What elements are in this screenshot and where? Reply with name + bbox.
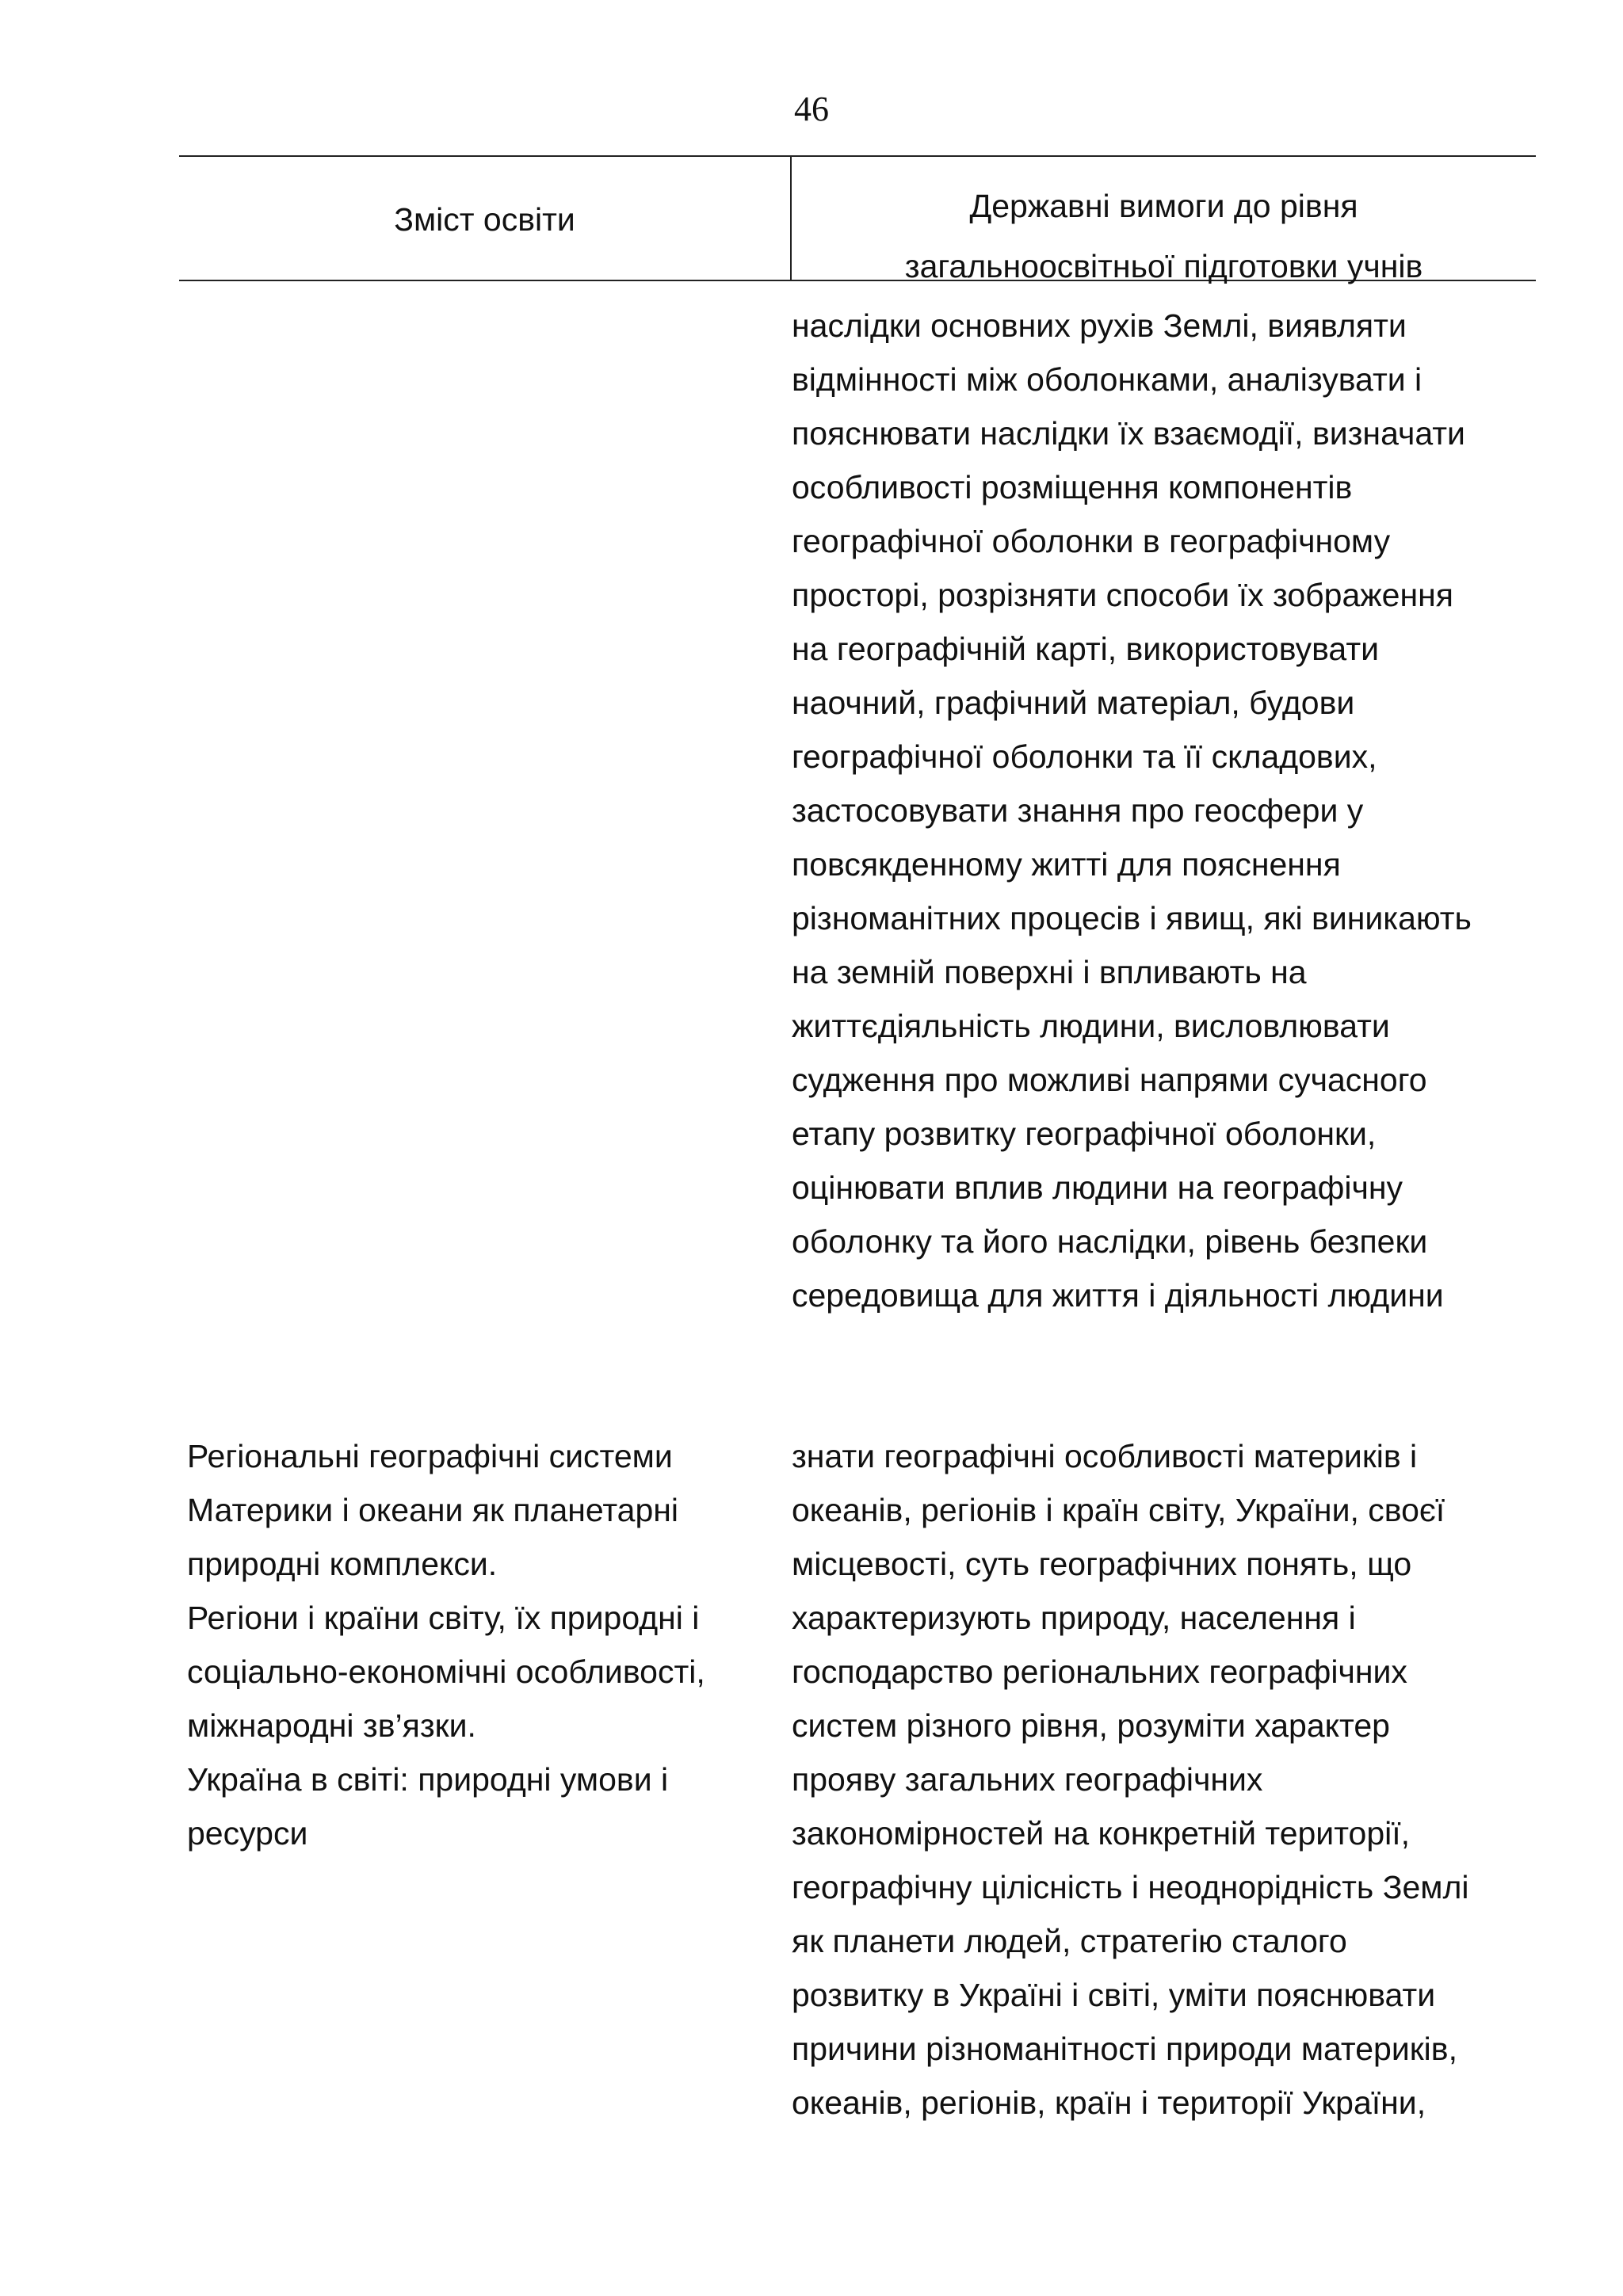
text-line: Регіональні географічні системи (187, 1438, 673, 1474)
text-line: судження про можливі напрями сучасного (792, 1062, 1427, 1098)
table-header-content-column: Зміст освіти (394, 201, 575, 238)
text-line: наслідки основних рухів Землі, виявляти (792, 307, 1407, 344)
text-line: міжнародні зв’язки. (187, 1707, 476, 1744)
text-line: географічної оболонки в географічному (792, 523, 1391, 559)
text-line: причини різноманітності природи материків, (792, 2031, 1457, 2067)
text-line: знати географічні особливості материків і (792, 1438, 1418, 1474)
text-line: характеризують природу, населення і (792, 1600, 1356, 1636)
text-line: океанів, регіонів, країн і території України, (792, 2084, 1426, 2121)
text-line: життєдіяльність людини, висловлювати (792, 1008, 1390, 1044)
text-line: як планети людей, стратегію сталого (792, 1923, 1347, 1959)
header-line: Державні вимоги до рівня (969, 188, 1358, 224)
text-line: наочний, графічний матеріал, будови (792, 685, 1355, 721)
text-line: особливості розміщення компонентів (792, 469, 1353, 505)
row1-requirements-cell (792, 299, 1537, 1322)
text-line: систем різного рівня, розуміти характер (792, 1707, 1390, 1744)
row2-content-cell (187, 1429, 773, 1860)
text-line: Україна в світі: природні умови і (187, 1761, 669, 1798)
text-line: оцінювати вплив людини на географічну (792, 1169, 1403, 1206)
text-line: прояву загальних географічних (792, 1761, 1263, 1798)
text-line: застосовувати знання про геосфери у (792, 792, 1364, 829)
page-number: 46 (794, 90, 829, 128)
text-line: на земній поверхні і впливають на (792, 954, 1307, 990)
text-line: соціально-економічні особливості, (187, 1653, 705, 1690)
text-line: етапу розвитку географічної оболонки, (792, 1116, 1377, 1152)
text-line: середовища для життя і діяльності людини (792, 1277, 1444, 1314)
text-line: природні комплекси. (187, 1546, 498, 1582)
text-line: розвитку в Україні і світі, уміти пояснювати (792, 1977, 1436, 2013)
text-line: пояснювати наслідки їх взаємодії, визначати (792, 415, 1465, 452)
text-line: місцевості, суть географічних понять, що (792, 1546, 1412, 1582)
text-line: господарство регіональних географічних (792, 1653, 1407, 1690)
text-line: відмінності між оболонками, аналізувати і (792, 361, 1423, 398)
text-line: оболонку та його наслідки, рівень безпеки (792, 1223, 1428, 1260)
text-line: на географічній карті, використовувати (792, 631, 1380, 667)
row2-requirements-cell (792, 1429, 1537, 2130)
text-line: повсякденному житті для пояснення (792, 846, 1341, 883)
text-line: Регіони і країни світу, їх природні і (187, 1600, 700, 1636)
text-line: просторі, розрізняти способи їх зображення (792, 577, 1453, 613)
header-line: загальноосвітньої підготовки учнів (904, 248, 1423, 284)
table-header-requirements-column (792, 176, 1536, 296)
text-line: географічної оболонки та її складових, (792, 738, 1377, 775)
text-line: географічну цілісність і неоднорідність Землі (792, 1869, 1469, 1905)
text-line: океанів, регіонів і країн світу, України, своєї (792, 1492, 1445, 1528)
text-line: закономірностей на конкретній території, (792, 1815, 1411, 1852)
text-line: різноманітних процесів і явищ, які виникають (792, 900, 1472, 936)
text-line: Материки і океани як планетарні (187, 1492, 679, 1528)
text-line: ресурси (187, 1815, 308, 1852)
